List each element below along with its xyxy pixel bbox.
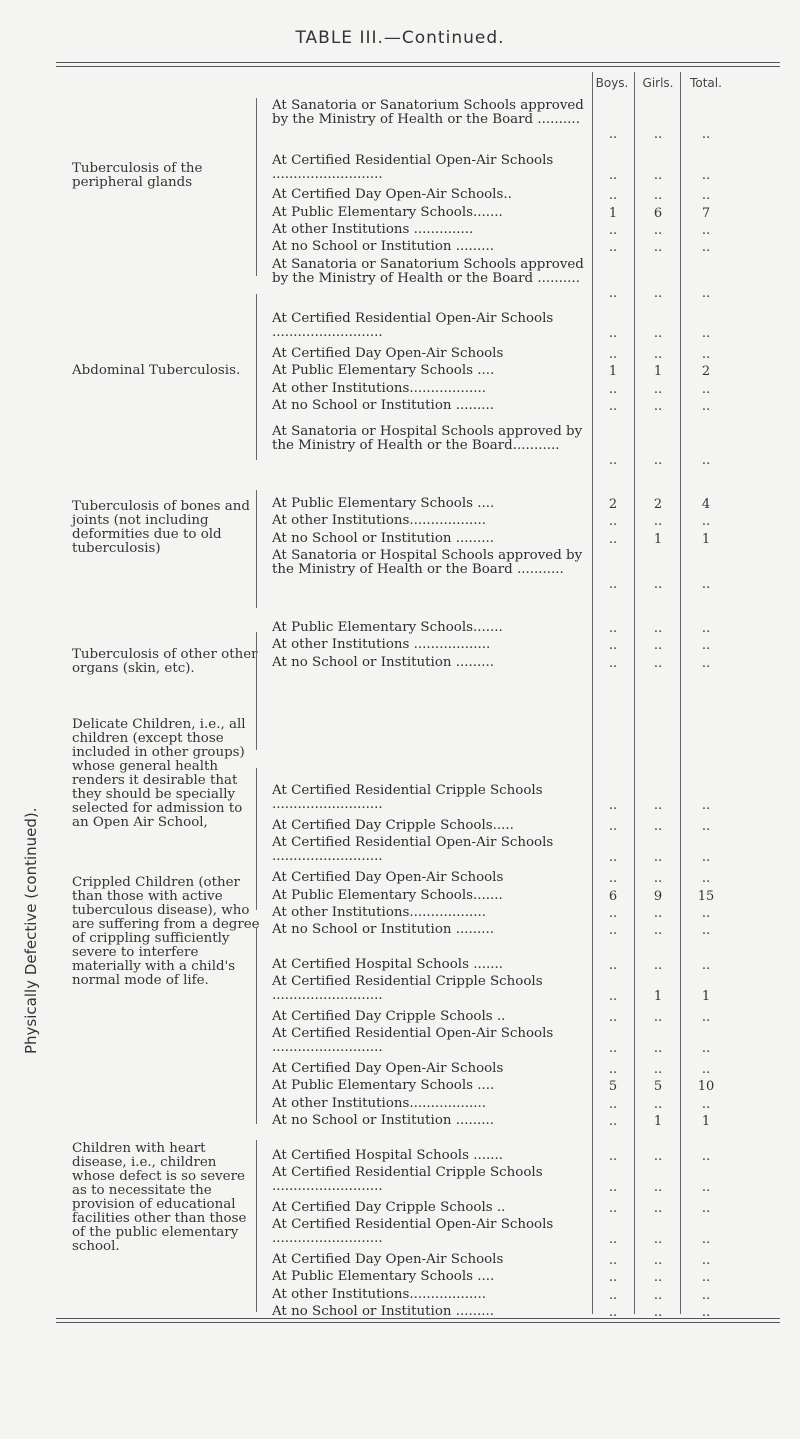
cell-boys: .. — [608, 1062, 618, 1077]
cell-girls: .. — [653, 906, 663, 921]
cell-total: .. — [701, 1062, 711, 1077]
bottom-rule-2 — [56, 1322, 780, 1323]
cell-total: .. — [701, 347, 711, 362]
cell-girls: 5 — [653, 1079, 663, 1094]
cell-girls: .. — [653, 453, 663, 468]
cell-total: .. — [701, 168, 711, 183]
cell-boys: .. — [608, 1201, 618, 1216]
cell-total: .. — [701, 621, 711, 636]
brace — [256, 928, 257, 1124]
brace — [256, 1140, 257, 1312]
cell-total: .. — [701, 1288, 711, 1303]
table-row-label: At other Institutions.................. — [272, 513, 487, 528]
cell-boys: .. — [608, 399, 618, 414]
cell-total: .. — [701, 923, 711, 938]
cell-girls: .. — [653, 850, 663, 865]
table-row-label: At Public Elementary Schools....... — [272, 620, 503, 635]
cell-boys: .. — [608, 382, 618, 397]
column-header-girls: Girls. — [642, 76, 674, 90]
cell-girls: .. — [653, 1041, 663, 1056]
table-row-label: At Certified Residential Open-Air Schools .......................... — [272, 1217, 554, 1246]
cell-total: 4 — [701, 497, 711, 512]
cell-boys: 2 — [608, 497, 618, 512]
cell-total: .. — [701, 1201, 711, 1216]
cell-girls: 9 — [653, 889, 663, 904]
cell-girls: .. — [653, 1270, 663, 1285]
cell-total: 1 — [701, 532, 711, 547]
cell-boys: 1 — [608, 206, 618, 221]
table-row-label: At Sanatoria or Sanatorium Schools approved by the Ministry of Health or the Board .......... — [272, 257, 584, 286]
cell-boys: .. — [608, 1180, 618, 1195]
cell-total: .. — [701, 453, 711, 468]
cell-girls: .. — [653, 1253, 663, 1268]
table-row-label: At Certified Day Cripple Schools .. — [272, 1200, 506, 1215]
cell-boys: .. — [608, 871, 618, 886]
cell-girls: 6 — [653, 206, 663, 221]
table-row-label: At no School or Institution ......... — [272, 655, 495, 670]
cell-girls: .. — [653, 127, 663, 142]
cell-total: .. — [701, 514, 711, 529]
cell-girls: .. — [653, 819, 663, 834]
brace — [256, 294, 257, 460]
cell-girls: 1 — [653, 364, 663, 379]
table-row-label: At no School or Institution ......... — [272, 1113, 495, 1128]
cell-boys: .. — [608, 240, 618, 255]
cell-boys: .. — [608, 286, 618, 301]
column-rule — [680, 72, 681, 1314]
cell-total: .. — [701, 1232, 711, 1247]
cell-girls: .. — [653, 286, 663, 301]
cell-total: .. — [701, 871, 711, 886]
cell-total: 2 — [701, 364, 711, 379]
table-row-label: At no School or Institution ......... — [272, 398, 495, 413]
cell-boys: .. — [608, 1114, 618, 1129]
cell-total: .. — [701, 638, 711, 653]
table-row-label: At no School or Institution ......... — [272, 1304, 495, 1319]
cell-boys: .. — [608, 1149, 618, 1164]
cell-boys: .. — [608, 923, 618, 938]
table-row-label: At other Institutions.................. — [272, 1287, 487, 1302]
cell-total: .. — [701, 223, 711, 238]
side-label: Physically Defective (continued). — [22, 807, 40, 1054]
cell-boys: .. — [608, 958, 618, 973]
cell-total: .. — [701, 1010, 711, 1025]
cell-total: 7 — [701, 206, 711, 221]
cell-girls: .. — [653, 798, 663, 813]
cell-girls: .. — [653, 1201, 663, 1216]
table-row-label: At other Institutions .................. — [272, 637, 491, 652]
column-header-total: Total. — [690, 76, 722, 90]
cell-boys: .. — [608, 621, 618, 636]
cell-total: .. — [701, 1253, 711, 1268]
table-row-label: At other Institutions.................. — [272, 381, 487, 396]
cell-boys: .. — [608, 798, 618, 813]
cell-boys: .. — [608, 1270, 618, 1285]
table-row-label: At Certified Day Open-Air Schools.. — [272, 187, 512, 202]
group-label: Children with heart disease, i.e., children whose defect is so severe as to necessitate the provision of educational facilities other than those of the public elementary school. — [72, 1141, 247, 1254]
cell-total: .. — [701, 656, 711, 671]
cell-girls: .. — [653, 223, 663, 238]
table-row-label: At Certified Residential Cripple Schools .......................... — [272, 1165, 543, 1194]
table-row-label: At Certified Residential Open-Air Schools .......................... — [272, 835, 554, 864]
cell-boys: .. — [608, 1305, 618, 1320]
cell-total: .. — [701, 819, 711, 834]
table-row-label: At Certified Residential Cripple Schools .......................... — [272, 783, 543, 812]
table-row-label: At Sanatoria or Hospital Schools approved by the Ministry of Health or the Board........... — [272, 424, 583, 453]
cell-girls: 1 — [653, 989, 663, 1004]
cell-boys: .. — [608, 514, 618, 529]
table-row-label: At Certified Day Open-Air Schools — [272, 1061, 504, 1076]
group-label: Tuberculosis of the peripheral glands — [72, 161, 203, 190]
table-row-label: At Certified Residential Open-Air Schools .......................... — [272, 311, 554, 340]
cell-total: .. — [701, 850, 711, 865]
table-row-label: At no School or Institution ......... — [272, 239, 495, 254]
cell-boys: .. — [608, 1010, 618, 1025]
cell-boys: .. — [608, 906, 618, 921]
cell-boys: .. — [608, 223, 618, 238]
cell-boys: 5 — [608, 1079, 618, 1094]
brace — [256, 98, 257, 276]
table-row-label: At Certified Residential Open-Air Schools .......................... — [272, 153, 554, 182]
cell-total: .. — [701, 1305, 711, 1320]
table-row-label: At Certified Residential Cripple Schools .......................... — [272, 974, 543, 1003]
cell-girls: .. — [653, 240, 663, 255]
cell-boys: 6 — [608, 889, 618, 904]
cell-girls: .. — [653, 1305, 663, 1320]
table-row-label: At Public Elementary Schools....... — [272, 205, 503, 220]
cell-girls: .. — [653, 168, 663, 183]
cell-boys: .. — [608, 347, 618, 362]
cell-boys: .. — [608, 638, 618, 653]
cell-total: .. — [701, 577, 711, 592]
cell-girls: .. — [653, 621, 663, 636]
cell-boys: .. — [608, 850, 618, 865]
table-row-label: At Public Elementary Schools .... — [272, 1078, 495, 1093]
cell-boys: .. — [608, 989, 618, 1004]
table-row-label: At Certified Day Cripple Schools .. — [272, 1009, 506, 1024]
table-row-label: At Public Elementary Schools .... — [272, 496, 495, 511]
cell-total: .. — [701, 326, 711, 341]
brace — [256, 490, 257, 608]
table-row-label: At Certified Day Cripple Schools..... — [272, 818, 514, 833]
column-rule — [634, 72, 635, 1314]
cell-girls: .. — [653, 656, 663, 671]
cell-girls: 2 — [653, 497, 663, 512]
cell-total: 1 — [701, 989, 711, 1004]
cell-boys: .. — [608, 1288, 618, 1303]
table-row-label: At Public Elementary Schools .... — [272, 1269, 495, 1284]
cell-girls: .. — [653, 514, 663, 529]
table-row-label: At other Institutions.................. — [272, 1096, 487, 1111]
cell-girls: 1 — [653, 532, 663, 547]
table-row-label: At no School or Institution ......... — [272, 922, 495, 937]
cell-total: 10 — [697, 1079, 715, 1094]
cell-total: .. — [701, 1270, 711, 1285]
cell-boys: .. — [608, 532, 618, 547]
cell-boys: .. — [608, 577, 618, 592]
cell-girls: .. — [653, 1062, 663, 1077]
cell-total: .. — [701, 1149, 711, 1164]
table-row-label: At Sanatoria or Sanatorium Schools approved by the Ministry of Health or the Board .......... — [272, 98, 584, 127]
cell-boys: .. — [608, 168, 618, 183]
cell-girls: .. — [653, 399, 663, 414]
cell-girls: .. — [653, 347, 663, 362]
cell-total: 1 — [701, 1114, 711, 1129]
cell-girls: 1 — [653, 1114, 663, 1129]
cell-total: .. — [701, 382, 711, 397]
cell-girls: .. — [653, 1232, 663, 1247]
brace — [256, 768, 257, 910]
table-row-label: At Certified Residential Open-Air Schools .......................... — [272, 1026, 554, 1055]
cell-girls: .. — [653, 923, 663, 938]
cell-total: .. — [701, 1180, 711, 1195]
cell-girls: .. — [653, 1097, 663, 1112]
cell-boys: .. — [608, 453, 618, 468]
cell-girls: .. — [653, 1180, 663, 1195]
group-label: Crippled Children (other than those with active tuberculous disease), who are suffering from a degree of crippling sufficiently severe to interfere materially with a child's normal mode of life. — [72, 875, 260, 988]
cell-girls: .. — [653, 326, 663, 341]
cell-girls: .. — [653, 1010, 663, 1025]
cell-total: .. — [701, 798, 711, 813]
table-row-label: At Certified Hospital Schools ....... — [272, 1148, 503, 1163]
cell-girls: .. — [653, 871, 663, 886]
cell-total: .. — [701, 906, 711, 921]
cell-total: 15 — [697, 889, 715, 904]
cell-boys: .. — [608, 656, 618, 671]
cell-girls: .. — [653, 1288, 663, 1303]
group-label: Abdominal Tuberculosis. — [72, 363, 241, 378]
cell-boys: .. — [608, 1041, 618, 1056]
top-rule — [56, 62, 780, 63]
table-row-label: At other Institutions .............. — [272, 222, 474, 237]
cell-total: .. — [701, 399, 711, 414]
cell-total: .. — [701, 1041, 711, 1056]
group-label: Tuberculosis of bones and joints (not including deformities due to old tuberculosis) — [72, 499, 250, 556]
page-title: TABLE III.—Continued. — [295, 28, 505, 48]
cell-total: .. — [701, 240, 711, 255]
column-header-boys: Boys. — [595, 76, 629, 90]
cell-boys: .. — [608, 1253, 618, 1268]
cell-boys: 1 — [608, 364, 618, 379]
table-row-label: At Certified Hospital Schools ....... — [272, 957, 503, 972]
group-label: Tuberculosis of other other organs (skin, etc). — [72, 647, 258, 676]
table-row-label: At Public Elementary Schools....... — [272, 888, 503, 903]
table-row-label: At other Institutions.................. — [272, 905, 487, 920]
table-row-label: At Certified Day Open-Air Schools — [272, 1252, 504, 1267]
table-row-label: At Public Elementary Schools .... — [272, 363, 495, 378]
top-rule-2 — [56, 66, 780, 67]
cell-total: .. — [701, 286, 711, 301]
table-row-label: At Sanatoria or Hospital Schools approved by the Ministry of Health or the Board ........... — [272, 548, 583, 577]
cell-girls: .. — [653, 188, 663, 203]
cell-total: .. — [701, 958, 711, 973]
table-row-label: At Certified Day Open-Air Schools — [272, 346, 504, 361]
cell-total: .. — [701, 127, 711, 142]
cell-boys: .. — [608, 326, 618, 341]
table-row-label: At Certified Day Open-Air Schools — [272, 870, 504, 885]
brace — [256, 632, 257, 750]
group-label: Delicate Children, i.e., all children (except those included in other groups) whose general health renders it desirable that they should be specially selected for admission to an Open Air School, — [72, 717, 246, 830]
table-row-label: At no School or Institution ......... — [272, 531, 495, 546]
cell-girls: .. — [653, 958, 663, 973]
cell-total: .. — [701, 1097, 711, 1112]
cell-girls: .. — [653, 382, 663, 397]
cell-boys: .. — [608, 1232, 618, 1247]
cell-boys: .. — [608, 1097, 618, 1112]
cell-girls: .. — [653, 638, 663, 653]
cell-girls: .. — [653, 1149, 663, 1164]
cell-boys: .. — [608, 819, 618, 834]
cell-girls: .. — [653, 577, 663, 592]
cell-total: .. — [701, 188, 711, 203]
cell-boys: .. — [608, 127, 618, 142]
cell-boys: .. — [608, 188, 618, 203]
